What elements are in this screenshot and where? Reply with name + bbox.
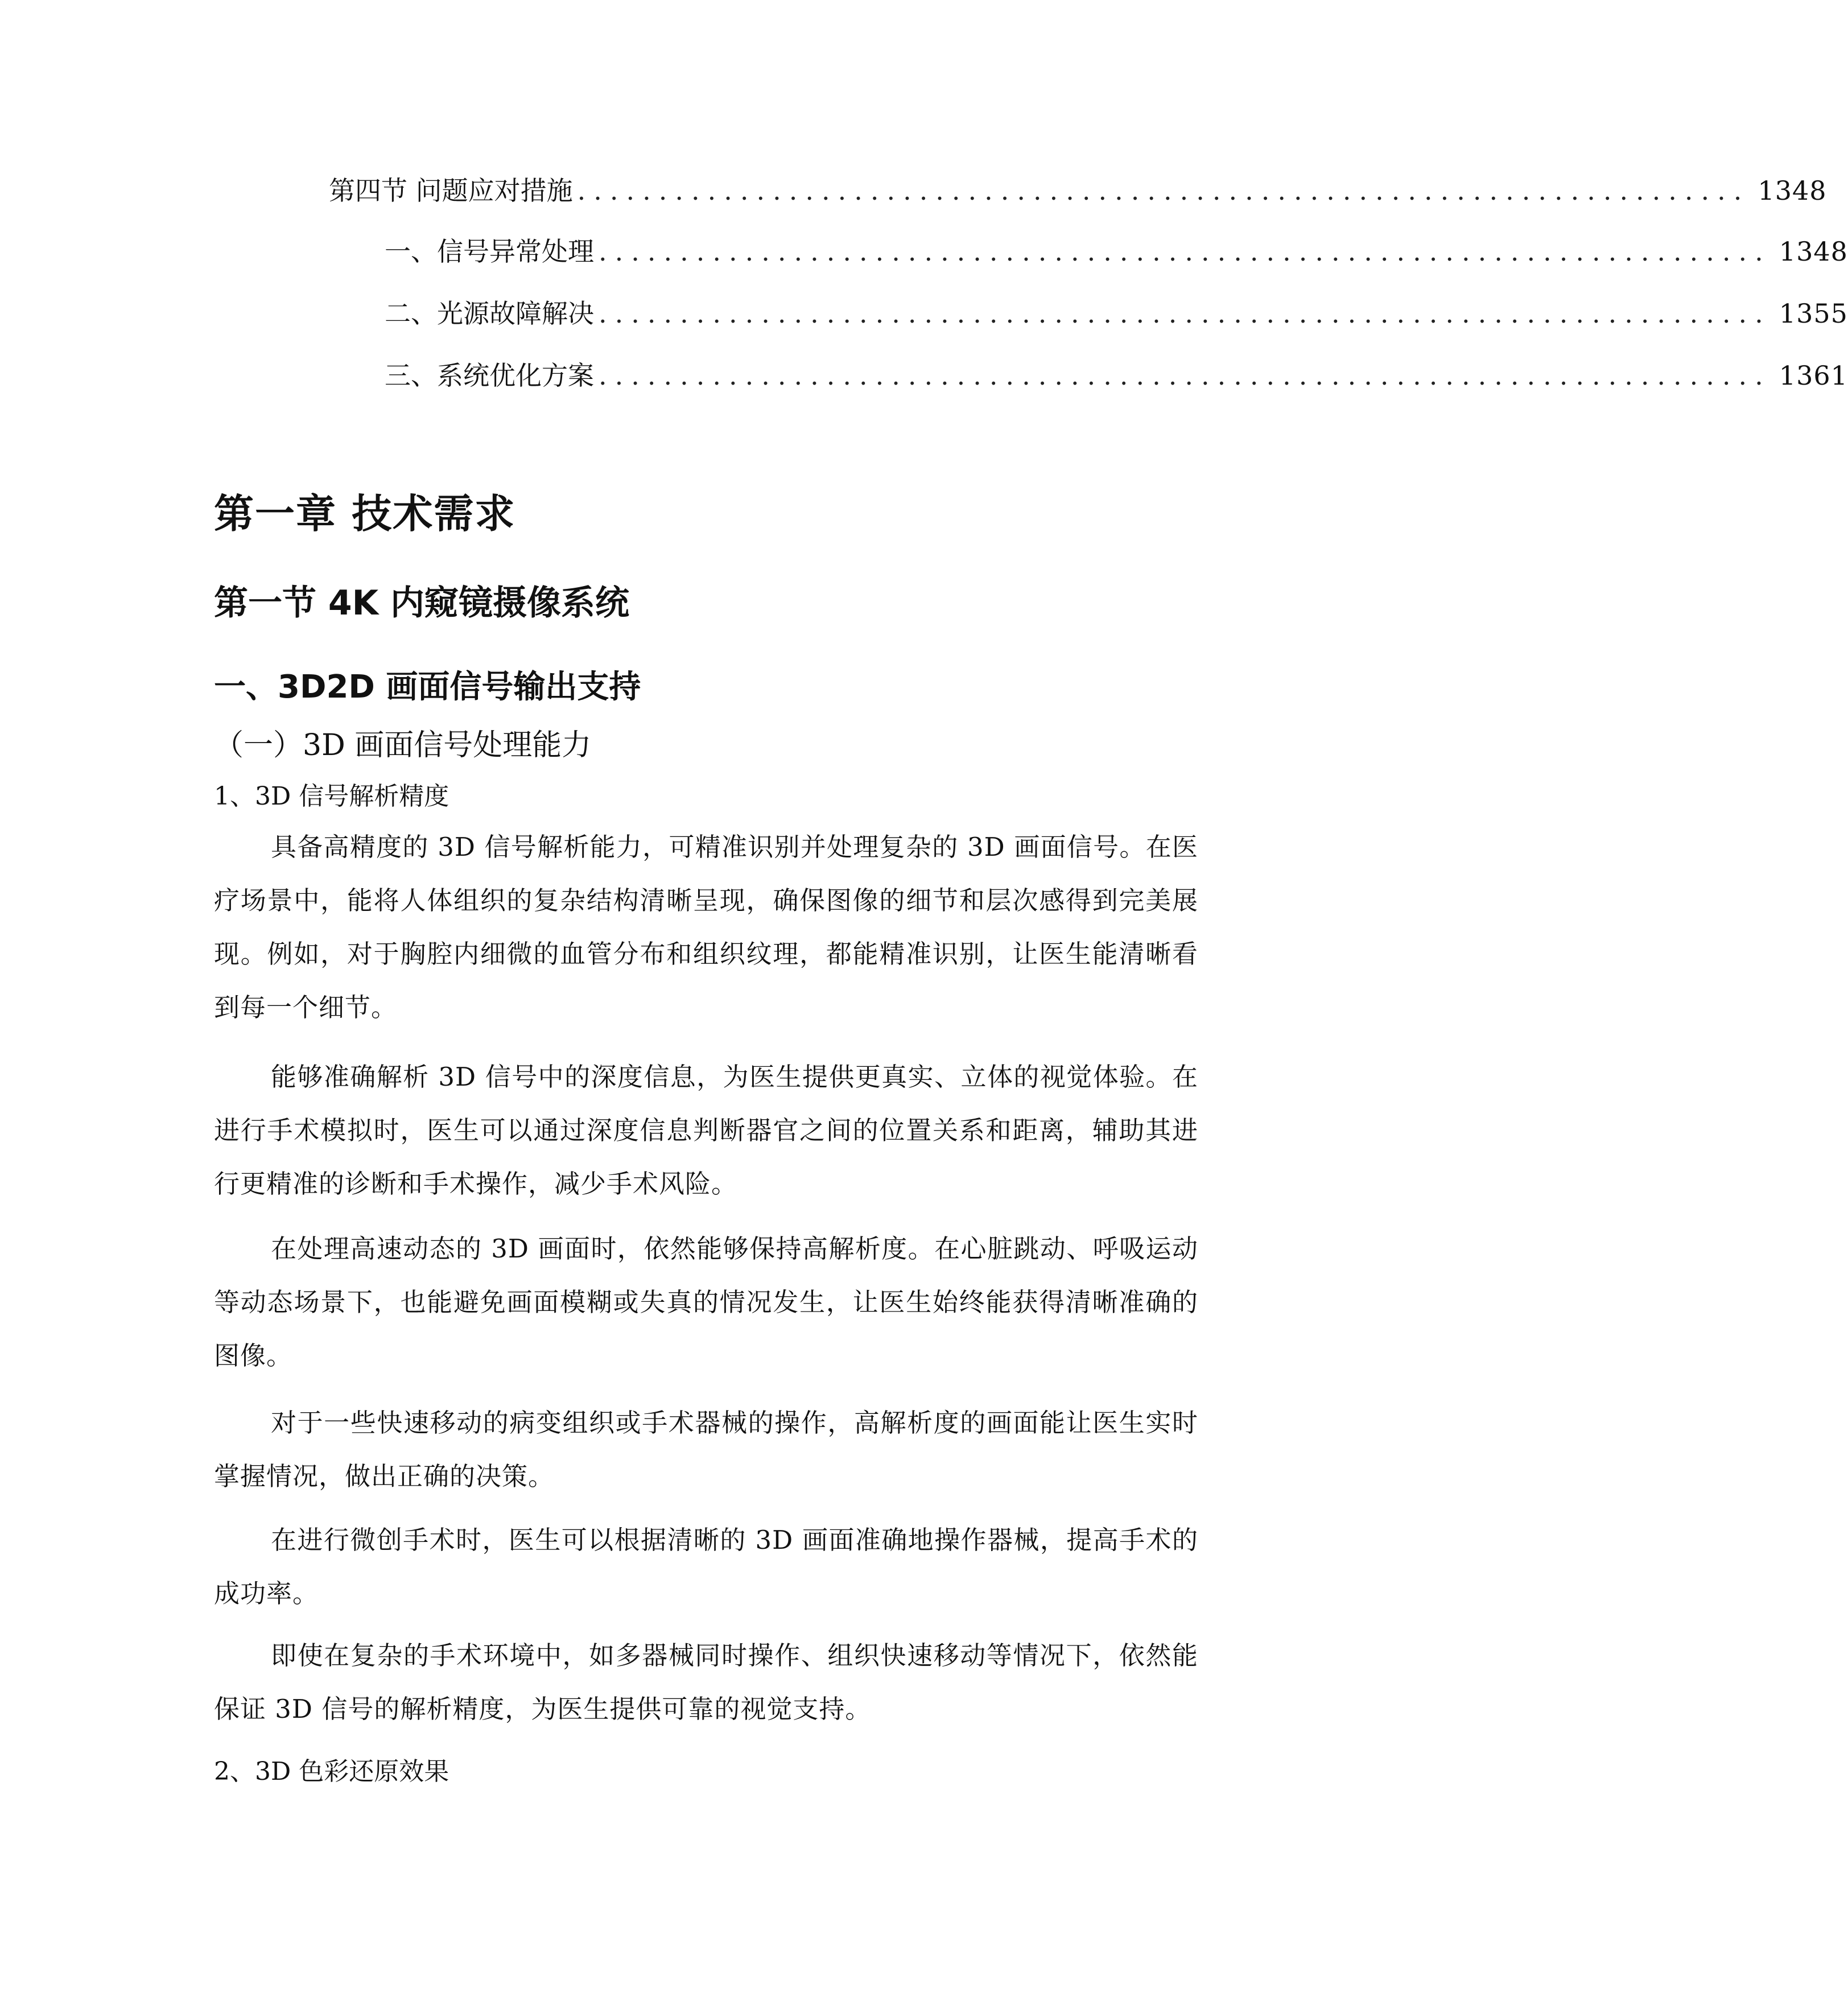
toc-entry-number: 一、 [385, 236, 437, 267]
toc-leader-dots: ........................................................................ [599, 298, 1771, 329]
toc-entry-signal-abnormal[interactable] [385, 232, 1848, 271]
toc-entry-number: 二、 [385, 298, 437, 329]
toc-page-number: 1348 [1779, 236, 1848, 267]
item-heading-3d-precision: 1、3D 信号解析精度 [214, 782, 449, 811]
body-paragraph: 即使在复杂的手术环境中，如多器械同时操作、组织快速移动等情况下，依然能保证 3D 信号的解析精度，为医生提供可靠的视觉支持。 [214, 1640, 1198, 1724]
toc-page-number: 1355 [1779, 298, 1848, 329]
toc-entry-light-source[interactable] [385, 294, 1848, 333]
chapter-heading: 第一章 技术需求 [214, 490, 516, 537]
toc-entry-number: 三、 [385, 360, 437, 391]
toc-entry-section-4[interactable] [329, 171, 1827, 211]
toc-leader-dots: ........................................................................ [599, 360, 1771, 391]
toc-entry-label: 第四节 问题应对措施 [329, 175, 573, 206]
toc-leader-dots: ........................................................................ [599, 236, 1771, 267]
body-paragraph: 能够准确解析 3D 信号中的深度信息，为医生提供更真实、立体的视觉体验。在进行手术模拟时，医生可以通过深度信息判断器官之间的位置关系和距离，辅助其进行更精准的诊断和手术操作，减少手术风险。 [214, 1062, 1198, 1199]
toc-entry-system-optimization[interactable] [385, 356, 1848, 395]
section-heading: 第一节 4K 内窥镜摄像系统 [214, 583, 630, 623]
body-paragraph: 在处理高速动态的 3D 画面时，依然能够保持高解析度。在心脏跳动、呼吸运动等动态场景下，也能避免画面模糊或失真的情况发生，让医生始终能获得清晰准确的图像。 [214, 1234, 1198, 1371]
toc-entry-label: 系统优化方案 [437, 360, 594, 391]
body-paragraph: 具备高精度的 3D 信号解析能力，可精准识别并处理复杂的 3D 画面信号。在医疗场景中，能将人体组织的复杂结构清晰呈现，确保图像的细节和层次感得到完美展现。例如，对于胸腔内细微的血管分布和组织纹理，都能精准识别，让医生能清晰看到每一个细节。 [214, 832, 1198, 1022]
toc-page-number: 1348 [1758, 175, 1827, 206]
body-paragraph: 在进行微创手术时，医生可以根据清晰的 3D 画面准确地操作器械，提高手术的成功率。 [214, 1525, 1198, 1609]
toc-leader-dots: ........................................................................ [577, 175, 1750, 206]
item-heading-3d-color: 2、3D 色彩还原效果 [214, 1757, 449, 1786]
subheading-3d-processing: （一）3D 画面信号处理能力 [214, 728, 592, 762]
toc-entry-label: 光源故障解决 [437, 298, 594, 329]
subsection-heading: 一、3D2D 画面信号输出支持 [214, 669, 641, 706]
body-paragraph: 对于一些快速移动的病变组织或手术器械的操作，高解析度的画面能让医生实时掌握情况，做出正确的决策。 [214, 1408, 1198, 1491]
toc-entry-label: 信号异常处理 [437, 236, 594, 267]
toc-page-number: 1361 [1779, 360, 1848, 391]
